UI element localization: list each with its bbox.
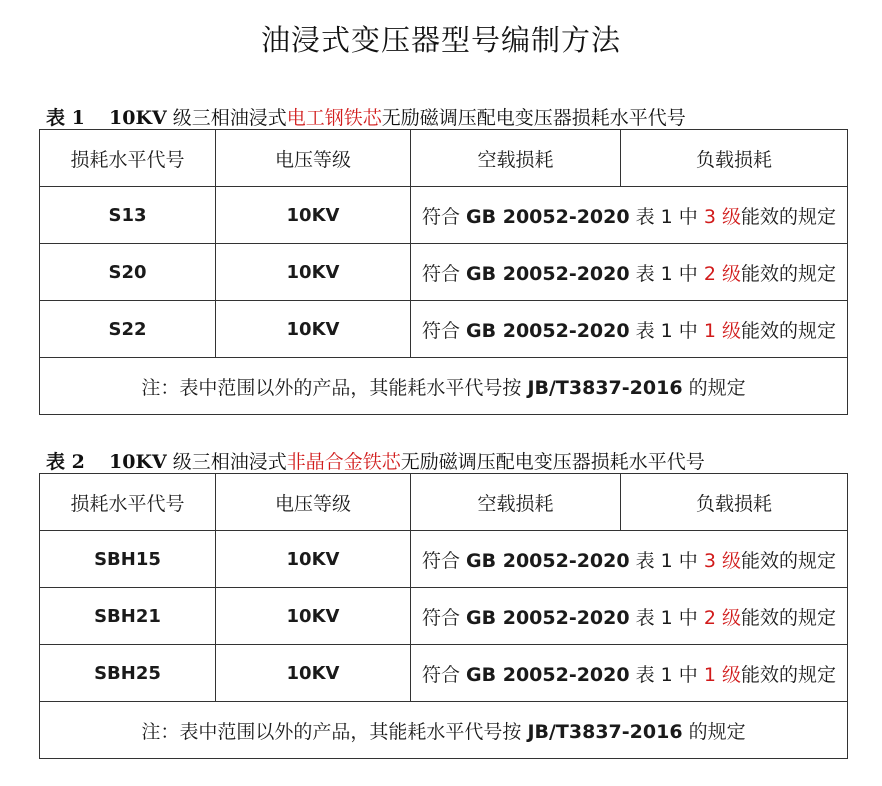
cell-voltage: 10KV <box>216 244 411 301</box>
table-1-caption <box>46 103 686 130</box>
cell-voltage: 10KV <box>216 531 411 588</box>
cell-requirement <box>411 187 848 244</box>
req-pre: 符合 <box>421 606 467 629</box>
table-note <box>40 702 848 759</box>
req-pre: 符合 <box>421 262 467 285</box>
cell-code: SBH25 <box>40 645 216 702</box>
cell-code: SBH15 <box>40 531 216 588</box>
note-standard: JB/T3837-2016 <box>527 720 683 743</box>
note-post: 的规定 <box>682 720 746 743</box>
req-mid: 表 1 中 <box>629 262 704 285</box>
req-standard: GB 20052-2020 <box>466 606 630 629</box>
table-2-caption-voltage: 10KV <box>109 451 167 473</box>
cell-requirement <box>411 645 848 702</box>
req-level: 2 级 <box>703 606 741 629</box>
req-level: 3 级 <box>703 549 741 572</box>
req-post: 能效的规定 <box>740 549 836 572</box>
req-post: 能效的规定 <box>740 205 836 228</box>
req-pre: 符合 <box>421 549 467 572</box>
table-1-caption-voltage: 10KV <box>109 107 167 129</box>
table-note-row <box>40 358 848 415</box>
req-pre: 符合 <box>421 663 467 686</box>
table-2-caption-pre: 级三相油浸式 <box>172 451 287 473</box>
cell-voltage: 10KV <box>216 301 411 358</box>
header-voltage-class: 电压等级 <box>216 474 411 531</box>
cell-requirement <box>411 531 848 588</box>
table-1-caption-core: 电工钢铁芯 <box>286 107 382 129</box>
table-1-caption-post: 无励磁调压配电变压器损耗水平代号 <box>381 107 686 129</box>
req-mid: 表 1 中 <box>629 606 704 629</box>
table-row <box>40 187 848 244</box>
cell-requirement <box>411 244 848 301</box>
cell-requirement <box>411 301 848 358</box>
req-level: 1 级 <box>703 663 741 686</box>
cell-voltage: 10KV <box>216 645 411 702</box>
cell-code: S20 <box>40 244 216 301</box>
req-standard: GB 20052-2020 <box>466 663 630 686</box>
table-1-label: 表 1 <box>46 107 85 129</box>
req-level: 2 级 <box>703 262 741 285</box>
table-1-caption-pre: 级三相油浸式 <box>172 107 287 129</box>
cell-voltage: 10KV <box>216 588 411 645</box>
table-row <box>40 244 848 301</box>
table-note <box>40 358 848 415</box>
note-pre: 注：表中范围以外的产品，其能耗水平代号按 <box>141 720 528 743</box>
header-no-load-loss: 空载损耗 <box>411 130 621 187</box>
page-title: 油浸式变压器型号编制方法 <box>260 23 621 57</box>
req-standard: GB 20052-2020 <box>466 319 630 342</box>
req-mid: 表 1 中 <box>629 663 704 686</box>
header-loss-code: 损耗水平代号 <box>40 474 216 531</box>
cell-code: S22 <box>40 301 216 358</box>
cell-code: SBH21 <box>40 588 216 645</box>
table-2-caption-post: 无励磁调压配电变压器损耗水平代号 <box>400 451 705 473</box>
req-standard: GB 20052-2020 <box>466 262 630 285</box>
table-row <box>40 588 848 645</box>
table-header-row <box>40 474 848 531</box>
cell-requirement <box>411 588 848 645</box>
req-standard: GB 20052-2020 <box>466 549 630 572</box>
req-post: 能效的规定 <box>740 262 836 285</box>
req-post: 能效的规定 <box>740 663 836 686</box>
table-2 <box>39 473 848 759</box>
header-no-load-loss: 空载损耗 <box>411 474 621 531</box>
cell-code: S13 <box>40 187 216 244</box>
header-voltage-class: 电压等级 <box>216 130 411 187</box>
table-row <box>40 531 848 588</box>
req-post: 能效的规定 <box>740 606 836 629</box>
table-note-row <box>40 702 848 759</box>
req-pre: 符合 <box>421 319 467 342</box>
table-row <box>40 301 848 358</box>
req-mid: 表 1 中 <box>629 549 704 572</box>
req-standard: GB 20052-2020 <box>466 205 630 228</box>
table-2-caption-core: 非晶合金铁芯 <box>286 451 401 473</box>
req-mid: 表 1 中 <box>629 205 704 228</box>
table-header-row <box>40 130 848 187</box>
req-level: 1 级 <box>703 319 741 342</box>
req-level: 3 级 <box>703 205 741 228</box>
table-2-caption <box>46 447 705 474</box>
note-standard: JB/T3837-2016 <box>527 376 683 399</box>
header-load-loss: 负载损耗 <box>621 474 848 531</box>
req-post: 能效的规定 <box>740 319 836 342</box>
req-mid: 表 1 中 <box>629 319 704 342</box>
header-loss-code: 损耗水平代号 <box>40 130 216 187</box>
note-post: 的规定 <box>682 376 746 399</box>
note-pre: 注：表中范围以外的产品，其能耗水平代号按 <box>141 376 528 399</box>
header-load-loss: 负载损耗 <box>621 130 848 187</box>
table-1 <box>39 129 848 415</box>
table-row <box>40 645 848 702</box>
table-2-label: 表 2 <box>46 451 85 473</box>
cell-voltage: 10KV <box>216 187 411 244</box>
req-pre: 符合 <box>421 205 467 228</box>
